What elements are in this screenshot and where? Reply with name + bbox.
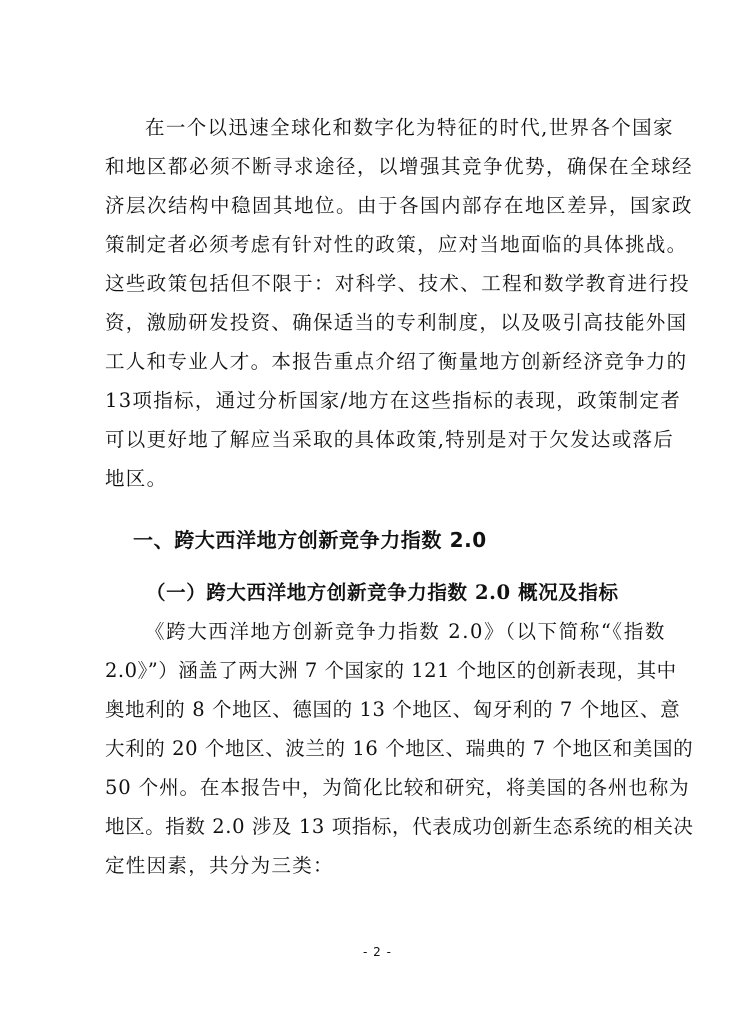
paragraph-1-line-9: 可以更好地了解应当采取的具体政策,特别是对于欠发达或落后 [105,428,675,451]
paragraph-1-line-8: 13项指标，通过分析国家/地方在这些指标的表现，政策制定者 [105,389,682,412]
paragraph-2-line-1: 《跨大西洋地方创新竞争力指数 2.0》（以下简称“《指数 [145,620,666,643]
paragraph-1-line-5: 这些政策包括但不限于：对科学、技术、工程和数学教育进行投 [105,272,691,295]
section-heading-1: 一、跨大西洋地方创新竞争力指数 2.0 [133,528,487,552]
paragraph-1-line-3: 济层次结构中稳固其地位。由于各国内部存在地区差异，国家政 [105,194,694,217]
paragraph-1-line-6: 资，激励研发投资、确保适当的专利制度，以及吸引高技能外国 [105,311,688,334]
paragraph-2-line-7: 定性因素，共分为三类： [105,854,334,877]
paragraph-2-line-2: 2.0》”）涵盖了两大洲 7 个国家的 121 个地区的创新表现，其中 [105,659,677,682]
paragraph-2-line-3: 奥地利的 8 个地区、德国的 13 个地区、匈牙利的 7 个地区、意 [105,698,681,721]
paragraph-1-line-10: 地区。 [105,467,168,490]
paragraph-2-line-6: 地区。指数 2.0 涉及 13 项指标，代表成功创新生态系统的相关决 [105,815,694,838]
paragraph-1-line-7: 工人和专业人才。本报告重点介绍了衡量地方创新经济竞争力的 [105,350,688,373]
page-number: - 2 - [363,945,392,959]
paragraph-2-line-5: 50 个州。在本报告中，为简化比较和研究，将美国的各州也称为 [105,776,690,799]
paragraph-1-line-2: 和地区都必须不断寻求途径，以增强其竞争优势，确保在全球经 [105,155,694,178]
paragraph-1-line-4: 策制定者必须考虑有针对性的政策，应对当地面临的具体挑战。 [105,233,688,256]
subsection-heading-1: （一）跨大西洋地方创新竞争力指数 2.0 概况及指标 [146,581,619,604]
paragraph-1-line-1: 在一个以迅速全球化和数字化为特征的时代,世界各个国家 [145,116,674,139]
paragraph-2-line-4: 大利的 20 个地区、波兰的 16 个地区、瑞典的 7 个地区和美国的 [105,737,694,760]
